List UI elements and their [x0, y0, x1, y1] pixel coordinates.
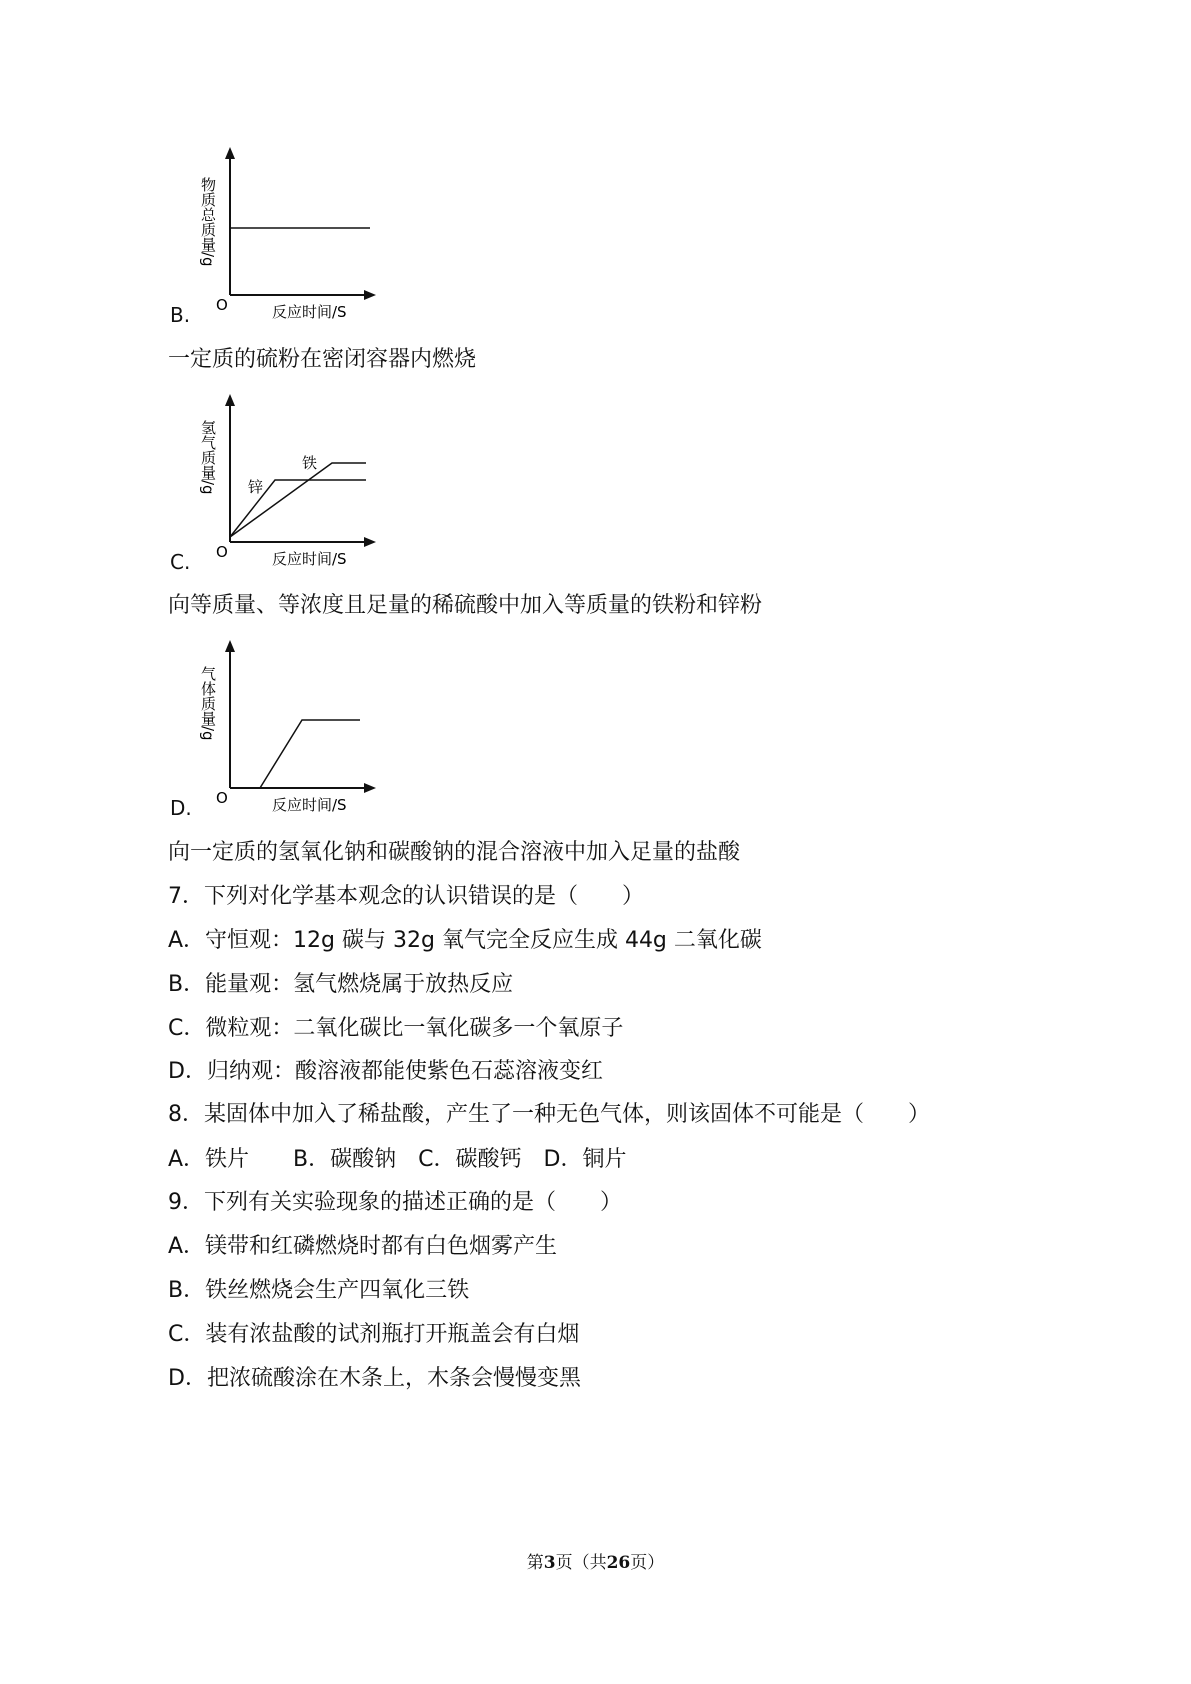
graph-b — [190, 145, 390, 335]
question-9-stem: 9．下列有关实验现象的描述正确的是（ ） — [168, 1190, 622, 1215]
footer-total-pages: 26 — [606, 1553, 631, 1573]
question-7-option-b: B．能量观：氢气燃烧属于放热反应 — [168, 972, 514, 997]
footer-middle: 页（共 — [555, 1553, 607, 1573]
graph-b-xlabel: 反应时间/S — [272, 303, 347, 321]
question-9-option-a: A．镁带和红磷燃烧时都有白色烟雾产生 — [168, 1234, 558, 1259]
option-c-letter: C. — [170, 550, 191, 574]
graph-c-zn-label: 锌 — [248, 478, 264, 496]
option-b-caption: 一定质的硫粉在密闭容器内燃烧 — [168, 347, 477, 372]
footer-page-number: 3 — [543, 1553, 556, 1573]
question-9-option-b: B．铁丝燃烧会生产四氧化三铁 — [168, 1278, 470, 1303]
footer-suffix: 页） — [630, 1553, 665, 1573]
graph-c-fe-label: 铁 — [302, 454, 318, 472]
option-b-letter: B. — [170, 303, 191, 327]
graph-c-xlabel: 反应时间/S — [272, 550, 347, 568]
question-7-option-d: D．归纳观：酸溶液都能使紫色石蕊溶液变红 — [168, 1059, 603, 1084]
option-d-letter: D. — [170, 796, 192, 820]
question-9-option-c: C．装有浓盐酸的试剂瓶打开瓶盖会有白烟 — [168, 1322, 580, 1347]
gas-line — [260, 720, 360, 788]
graph-b-origin: O — [216, 296, 228, 314]
graph-c — [190, 392, 390, 582]
graph-d — [190, 638, 390, 828]
question-8-stem: 8．某固体中加入了稀盐酸，产生了一种无色气体，则该固体不可能是（ ） — [168, 1102, 930, 1127]
graph-d-xlabel: 反应时间/S — [272, 796, 347, 814]
page-footer — [0, 1548, 1191, 1573]
iron-line — [230, 463, 366, 537]
question-9-option-d: D．把浓硫酸涂在木条上，木条会慢慢变黑 — [168, 1366, 581, 1391]
option-d-caption: 向一定质的氢氧化钠和碳酸钠的混合溶液中加入足量的盐酸 — [168, 840, 741, 865]
option-c-caption: 向等质量、等浓度且足量的稀硫酸中加入等质量的铁粉和锌粉 — [168, 593, 763, 618]
footer-prefix: 第 — [526, 1553, 544, 1573]
question-7-stem: 7．下列对化学基本观念的认识错误的是（ ） — [168, 884, 644, 909]
graph-d-ylabel: 气体质量/g — [199, 666, 217, 741]
question-7-option-c: C．微粒观：二氧化碳比一氧化碳多一个氧原子 — [168, 1016, 624, 1041]
graph-b-ylabel: 物质总质量/g — [199, 177, 217, 267]
question-8-options: A．铁片 B．碳酸钠 C．碳酸钙 D．铜片 — [168, 1147, 627, 1172]
graph-d-origin: O — [216, 789, 228, 807]
question-7-option-a: A．守恒观：12g 碳与 32g 氧气完全反应生成 44g 二氧化碳 — [168, 928, 762, 953]
graph-c-origin: O — [216, 543, 228, 561]
graph-c-ylabel: 氢气质量/g — [199, 420, 217, 495]
